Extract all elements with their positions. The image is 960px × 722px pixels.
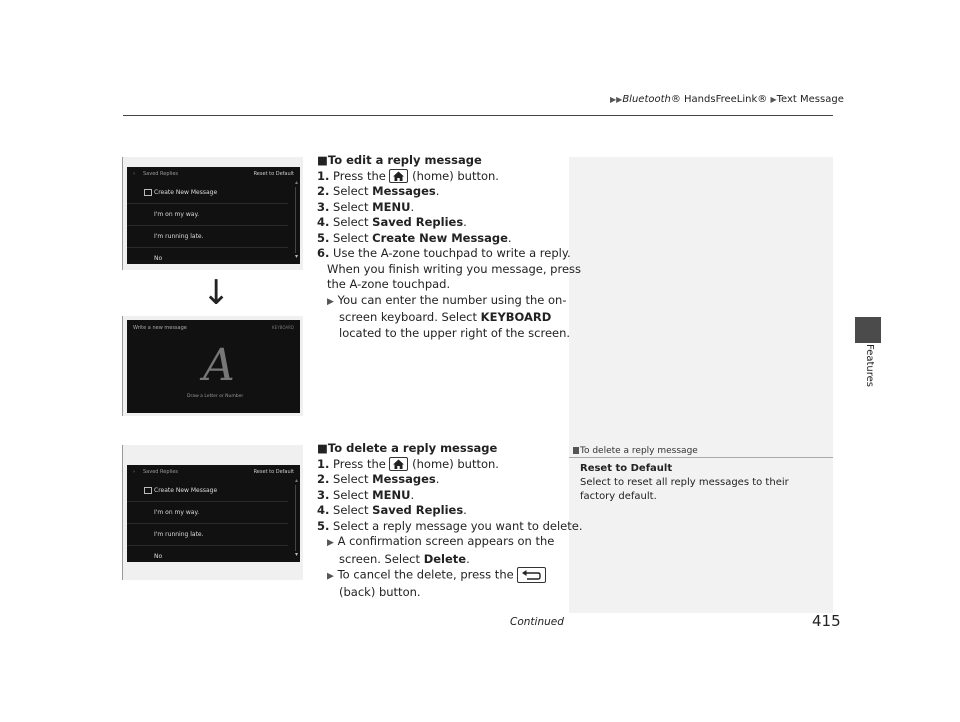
sub-arrow-icon: ▶ — [327, 538, 334, 548]
sub-arrow-icon: ▶ — [327, 296, 334, 307]
heading-bullet-icon: ■ — [317, 441, 328, 455]
step-4: 4. Select Saved Replies. — [317, 503, 467, 517]
home-icon — [389, 457, 408, 471]
step-5: 5. Select a reply message you want to delete. — [317, 518, 583, 533]
scroll-up-icon: ▴ — [294, 179, 298, 186]
new-message-screen — [127, 320, 300, 413]
list-item: No — [154, 553, 163, 560]
sub-step-cont: screen. Select Delete. — [339, 551, 470, 566]
step-6: 6. Use the A-zone touchpad to write a reply. — [317, 246, 571, 260]
list-item: I'm on my way. — [127, 501, 288, 524]
scroll-up-icon: ▴ — [294, 477, 298, 484]
step-6-cont-1: When you finish writing you message, press — [327, 261, 582, 276]
list-item: I'm running late. — [127, 225, 288, 248]
list-item: I'm running late. — [127, 523, 288, 546]
section-tab-marker — [855, 317, 881, 343]
step-5: 5. Select Create New Message. — [317, 230, 512, 245]
list-item: No — [154, 255, 163, 262]
page-number: 415 — [812, 612, 841, 630]
breadcrumb-arrow-icon: ▶ — [770, 95, 777, 104]
scrollbar — [295, 187, 296, 253]
header-rule — [123, 115, 833, 116]
section-heading: ■To delete a reply message — [317, 441, 498, 455]
sub-step-cont-1: screen keyboard. Select KEYBOARD — [339, 310, 552, 324]
step-2: 2. Select Messages. — [317, 472, 440, 486]
sub-step: ▶ To cancel the delete, press the — [317, 567, 583, 585]
message-icon — [144, 487, 152, 494]
sub-step: ▶ A confirmation screen appears on the — [327, 534, 555, 548]
step-6-cont-2: the A-zone touchpad. — [327, 277, 451, 291]
section-tab-label: Features — [864, 344, 875, 387]
back-chevron-icon: › — [133, 469, 135, 475]
step-3: 3. Select MENU. — [317, 199, 415, 214]
note-heading: Reset to Default — [580, 463, 673, 474]
step-1: 1. Press the (home) button. — [317, 168, 499, 183]
reset-to-default-button: Reset to Default — [253, 171, 294, 177]
draw-hint: Draw a Letter or Number — [187, 394, 244, 399]
step-4: 4. Select Saved Replies. — [317, 215, 467, 229]
saved-replies-screenshot — [122, 157, 303, 270]
breadcrumb-item-bluetooth: Bluetooth — [622, 94, 671, 105]
step-3: 3. Select MENU. — [317, 487, 415, 502]
list-item: Create New Message — [127, 181, 288, 204]
new-message-screenshot — [122, 316, 303, 416]
scroll-down-icon: ▾ — [294, 253, 298, 260]
scroll-down-icon: ▾ — [294, 551, 298, 558]
note-marker-icon — [573, 447, 579, 454]
sub-step: ▶ You can enter the number using the on- — [327, 292, 567, 307]
keyboard-label: KEYBOARD — [272, 325, 294, 330]
breadcrumb — [610, 94, 844, 105]
screen-title: Write a new message — [133, 325, 187, 331]
screen-title: Saved Replies — [143, 171, 178, 177]
note-title: To delete a reply message — [573, 446, 698, 456]
scrollbar — [295, 485, 296, 551]
saved-replies-delete-screenshot — [122, 445, 303, 580]
breadcrumb-arrow-icon: ▶▶ — [610, 95, 623, 104]
message-icon — [144, 189, 152, 196]
home-icon — [389, 169, 408, 183]
list-item: I'm on my way. — [127, 203, 288, 226]
screen-header — [127, 167, 300, 181]
step-1: 1. Press the (home) button. — [317, 456, 499, 471]
screen-title: Saved Replies — [143, 469, 178, 475]
sub-arrow-icon: ▶ — [327, 571, 334, 582]
reset-to-default-button: Reset to Default — [253, 469, 294, 475]
edit-reply-section — [317, 153, 581, 341]
step-2: 2. Select Messages. — [317, 184, 440, 198]
arrow-down-icon: ↓ — [202, 273, 231, 313]
saved-replies-screen — [127, 465, 300, 562]
saved-replies-screen — [127, 167, 300, 264]
section-heading: ■To edit a reply message — [317, 153, 482, 167]
sub-step-cont-2: located to the upper right of the screen. — [339, 325, 571, 340]
delete-reply-section — [317, 441, 583, 601]
breadcrumb-item-handsfreelink: ® HandsFreeLink® — [670, 94, 768, 105]
note-rule — [569, 457, 833, 458]
back-chevron-icon: › — [133, 171, 135, 177]
continued-label: Continued — [510, 616, 564, 628]
note-body: Select to reset all reply messages to their factory default. — [580, 477, 789, 502]
sidebar-panel — [569, 157, 833, 613]
back-icon — [517, 567, 546, 583]
screen-header — [127, 465, 300, 479]
breadcrumb-item-text-message: Text Message — [776, 94, 844, 105]
handwritten-letter: A — [203, 340, 235, 391]
heading-bullet-icon: ■ — [317, 153, 328, 167]
sub-step-cont: (back) button. — [339, 585, 421, 599]
list-item: Create New Message — [127, 479, 288, 502]
